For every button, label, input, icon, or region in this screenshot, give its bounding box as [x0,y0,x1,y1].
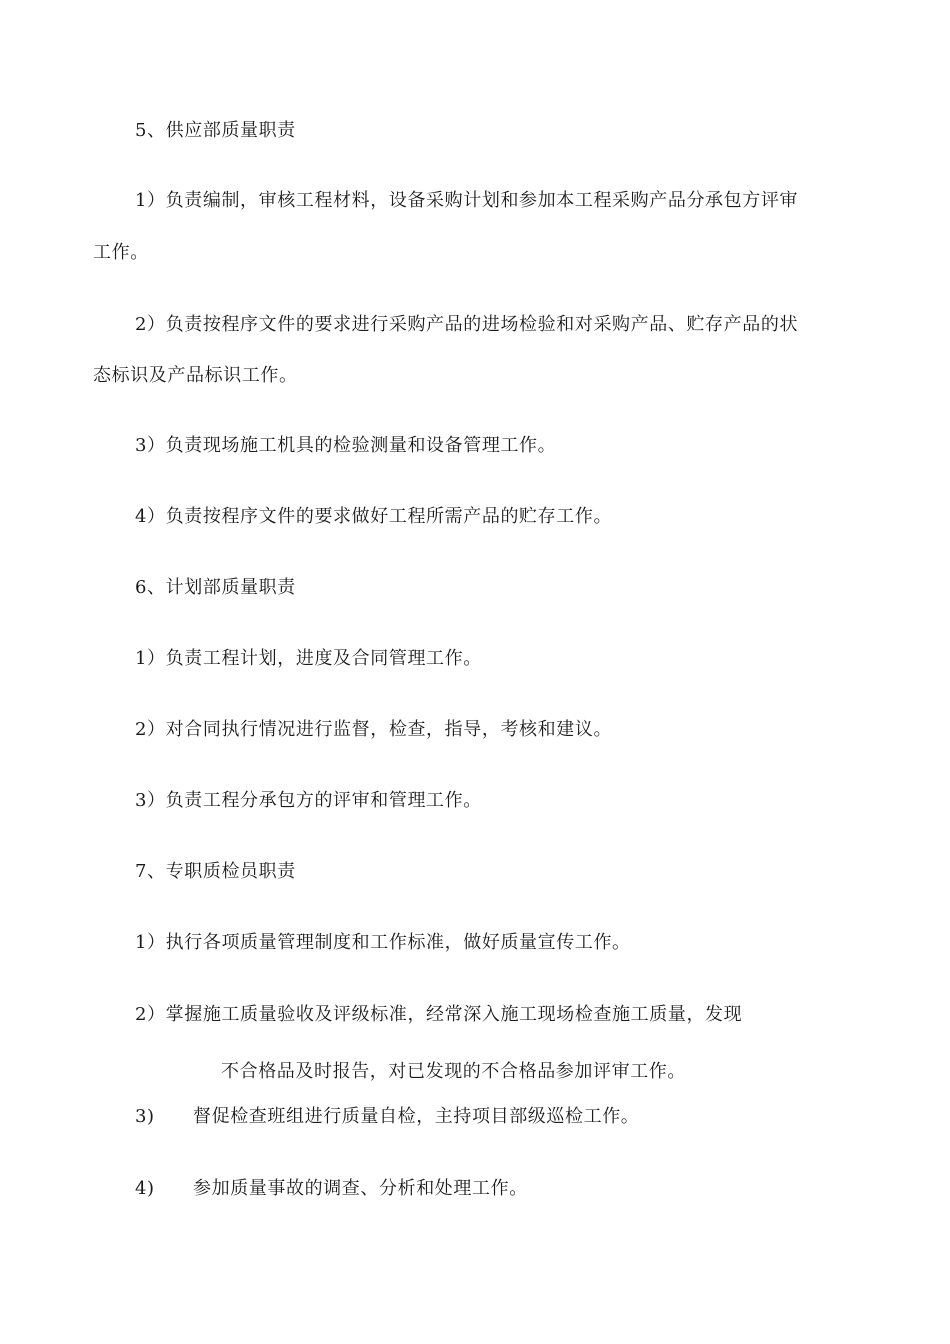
supply-item-1-line-2: 工作。 [93,242,149,263]
item-text: 督促检查班组进行质量自检，主持项目部级巡检工作。 [193,1106,640,1127]
supply-item-3: 3）负责现场施工机具的检验测量和设备管理工作。 [135,435,557,456]
item-number: 4) [135,1178,155,1199]
section-heading-inspector: 7、专职质检员职责 [135,861,296,882]
inspector-item-2-line-2: 不合格品及时报告，对已发现的不合格品参加评审工作。 [221,1061,686,1082]
supply-item-4: 4）负责按程序文件的要求做好工程所需产品的贮存工作。 [135,506,613,527]
item-text: 参加质量事故的调查、分析和处理工作。 [193,1178,528,1199]
supply-item-2-line-1: 2）负责按程序文件的要求进行采购产品的进场检验和对采购产品、贮存产品的状 [135,314,799,335]
planning-item-1: 1）负责工程计划，进度及合同管理工作。 [135,648,482,669]
section-heading-supply: 5、供应部质量职责 [135,120,296,141]
supply-item-1-line-1: 1）负责编制，审核工程材料，设备采购计划和参加本工程采购产品分承包方评审 [135,190,799,211]
section-heading-planning: 6、计划部质量职责 [135,577,296,598]
item-number: 3) [135,1106,155,1127]
inspector-item-1: 1）执行各项质量管理制度和工作标准，做好质量宣传工作。 [135,932,631,953]
planning-item-2: 2）对合同执行情况进行监督，检查，指导，考核和建议。 [135,719,613,740]
supply-item-2-line-2: 态标识及产品标识工作。 [93,365,298,386]
inspector-item-2-line-1: 2）掌握施工质量验收及评级标准，经常深入施工现场检查施工质量，发现 [135,1004,743,1025]
planning-item-3: 3）负责工程分承包方的评审和管理工作。 [135,790,482,811]
